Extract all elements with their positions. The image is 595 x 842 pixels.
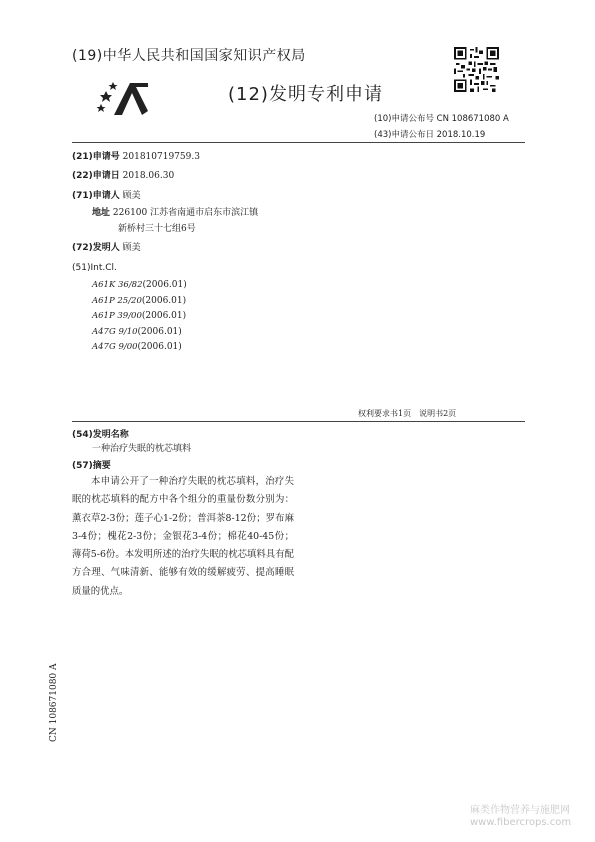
application-number: 201810719759.3 [122,152,200,162]
address-line-2: 新桥村三十七组6号 [118,224,196,234]
inventor-name: 顾美 [122,243,141,253]
address-line-1: 226100 江苏省南通市启东市滨江镇 [112,208,259,218]
site-watermark [470,805,571,829]
ipc-code: A47G 9/00 [92,342,138,352]
ipc-version: (2006.01) [137,327,182,337]
inventor-label: (72)发明人 [72,243,120,253]
ipc-code: A61P 39/00 [92,311,142,321]
ipc-version: (2006.01) [141,296,187,306]
ipc-classification [92,327,182,337]
ipc-classification [92,280,187,290]
applicant-name: 顾美 [122,191,141,201]
invention-title: 一种治疗失眠的枕芯填料 [92,444,192,454]
ipc-code: A61K 36/82 [92,280,143,290]
ipc-version: (2006.01) [142,280,187,290]
address-label: 地址 [92,208,111,218]
application-date-label: (22)申请日 [72,171,120,181]
inventor-row [72,240,141,253]
address-row [92,205,258,218]
page-counts: 权利要求书1页 说明书2页 [358,409,457,418]
publication-date: (43)申请公布日 2018.10.19 [374,130,486,140]
document-type: (12)发明专利申请 [228,84,383,105]
ipc-version: (2006.01) [141,311,187,321]
application-date-row [72,168,174,181]
watermark-line-1: 麻类作物营养与施肥网 [470,805,570,816]
ipc-classification [92,342,182,352]
applicant-label: (71)申请人 [72,191,120,201]
abstract-text: 本申请公开了一种治疗失眠的枕芯填料，治疗失眠的枕芯填料的配方中各个组分的重量份数分别为：薰衣草2-3份；莲子心1-2份；普洱茶8-12份；罗布麻3-4份；槐花2-3份；金银花3-4份；棉花40-45份；薄荷5-6份。本发明所述的治疗失眠的枕芯填料具有配方合理、气味清新、能够有效的缓解疲劳、提高睡眠质量的优点。 [72,476,294,597]
pages-divider [72,421,525,422]
office-name: (19)中华人民共和国国家知识产权局 [72,48,306,64]
office-logo-icon [96,77,156,117]
watermark-line-2: www.fibercrops.com [470,817,572,828]
application-number-label: (21)申请号 [72,152,120,162]
ipc-code: A61P 25/20 [92,296,142,306]
application-date: 2018.06.30 [122,171,175,181]
ipc-classification [92,296,186,306]
ipc-label: (51)Int.Cl. [72,263,117,273]
header-divider [72,142,525,143]
qr-code-icon [454,47,499,92]
publication-number: (10)申请公布号 CN 108671080 A [374,114,509,124]
application-number-row [72,149,200,162]
ipc-version: (2006.01) [137,342,182,352]
ipc-code: A47G 9/10 [92,327,138,337]
title-label: (54)发明名称 [72,430,129,440]
applicant-row [72,188,141,201]
address-line-2-row [118,221,196,234]
ipc-classification [92,311,186,321]
side-publication-number: CN 108671080 A [49,663,59,742]
abstract-label: (57)摘要 [72,461,111,471]
